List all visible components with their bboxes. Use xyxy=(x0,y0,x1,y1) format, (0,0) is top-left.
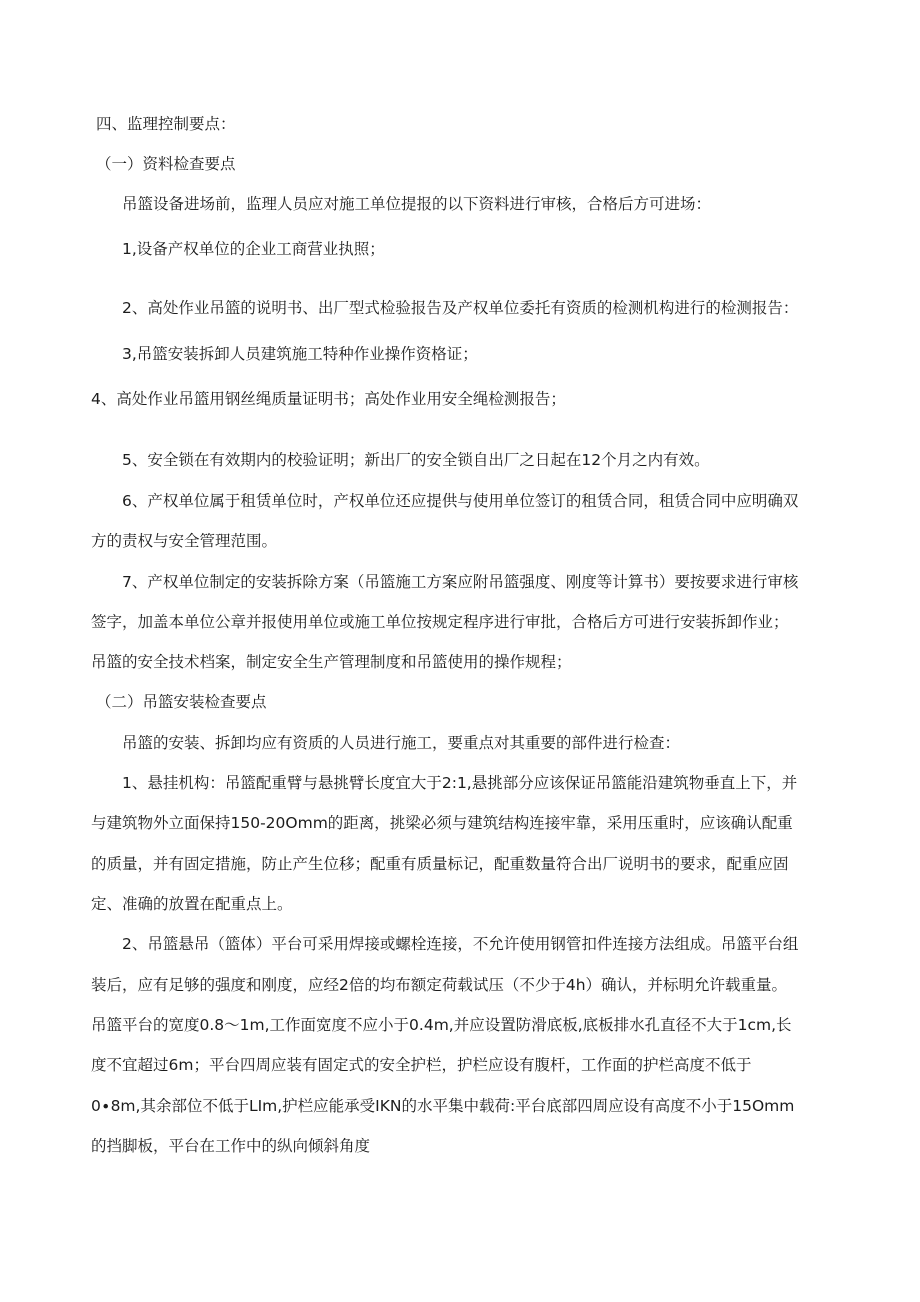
list-item-2: 2、高处作业吊篮的说明书、出厂型式检验报告及产权单位委托有资质的检测机构进行的检测报告： xyxy=(122,299,799,317)
paragraph-2-line-2: 装后，应有足够的强度和刚度，应经2倍的均布额定荷载试压（不少于4h）确认，并标明允许载重量。 xyxy=(91,976,788,994)
list-item-7-line-3: 吊篮的安全技术档案，制定安全生产管理制度和吊篮使用的操作规程； xyxy=(91,653,572,671)
paragraph-2-line-5: 0∙8m,其余部位不低于LIm,护栏应能承受IKN的水平集中载荷:平台底部四周应设有高度不小于15Omm xyxy=(91,1097,795,1115)
paragraph-2-line-3: 吊篮平台的宽度0.8～1m,工作面宽度不应小于0.4m,并应设置防滑底板,底板排水孔直径不大于1cm,长 xyxy=(91,1016,792,1034)
paragraph-2-line-4: 度不宜超过6m；平台四周应装有固定式的安全护栏，护栏应设有腹杆，工作面的护栏高度不低于 xyxy=(91,1056,752,1074)
paragraph-1-line-2: 与建筑物外立面保持150-20Omm的距离，挑梁必须与建筑结构连接牢靠，采用压重时，应该确认配重 xyxy=(91,814,793,832)
list-item-6-line-2: 方的责权与安全管理范围。 xyxy=(91,532,278,550)
paragraph-1-line-4: 定、准确的放置在配重点上。 xyxy=(91,895,293,913)
paragraph-1-line-3: 的质量，并有固定措施，防止产生位移；配重有质量标记，配重数量符合出厂说明书的要求，配重应固 xyxy=(91,855,789,873)
section-heading: 四、监理控制要点： xyxy=(96,115,236,133)
paragraph-2-line-1: 2、吊篮悬吊（篮体）平台可采用焊接或螺栓连接，不允许使用钢管扣件连接方法组成。吊篮平台组 xyxy=(122,935,799,953)
paragraph-installation-intro: 吊篮的安装、拆卸均应有资质的人员进行施工，要重点对其重要的部件进行检查： xyxy=(122,734,681,752)
list-item-3: 3,吊篮安装拆卸人员建筑施工特种作业操作资格证； xyxy=(122,345,478,363)
list-item-5: 5、安全锁在有效期内的校验证明；新出厂的安全锁自出厂之日起在12个月之内有效。 xyxy=(122,451,710,469)
subsection-title-documents: （一）资料检查要点 xyxy=(96,155,236,173)
list-item-1: 1,设备产权单位的企业工商营业执照； xyxy=(122,240,385,258)
paragraph-1-line-1: 1、悬挂机构：吊篮配重臂与悬挑臂长度宜大于2:1,悬挑部分应该保证吊篮能沿建筑物垂直上下，并 xyxy=(122,774,798,792)
paragraph-2-line-6: 的挡脚板，平台在工作中的纵向倾斜角度 xyxy=(91,1137,371,1155)
list-item-4: 4、高处作业吊篮用钢丝绳质量证明书；高处作业用安全绳检测报告； xyxy=(91,390,566,408)
paragraph-documents-intro: 吊篮设备进场前，监理人员应对施工单位提报的以下资料进行审核，合格后方可进场： xyxy=(122,195,712,213)
list-item-6-line-1: 6、产权单位属于租赁单位时，产权单位还应提供与使用单位签订的租赁合同，租赁合同中应明确双 xyxy=(122,492,799,510)
list-item-7-line-1: 7、产权单位制定的安装拆除方案（吊篮施工方案应附吊篮强度、刚度等计算书）要按要求进行审核 xyxy=(122,573,799,591)
subsection-title-installation: （二）吊篮安装检查要点 xyxy=(96,693,267,711)
list-item-7-line-2: 签字，加盖本单位公章并报使用单位或施工单位按规定程序进行审批，合格后方可进行安装拆卸作业； xyxy=(91,613,789,631)
